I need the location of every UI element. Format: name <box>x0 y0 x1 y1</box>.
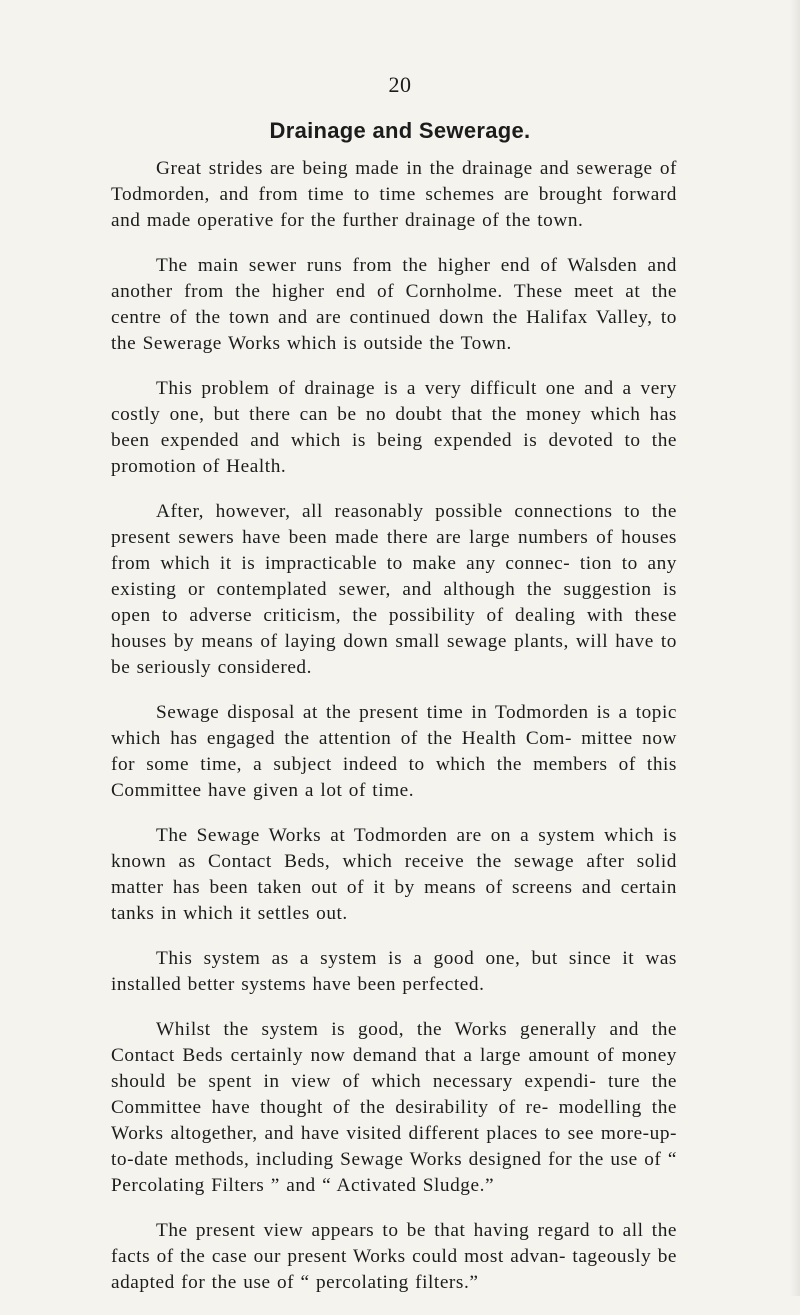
page-number: 20 <box>388 72 412 97</box>
section-heading: Drainage and Sewerage. <box>269 118 531 143</box>
paragraph: This problem of drainage is a very difficult one and a very costly one, but there can be no doubt that the money which has been expended and which is being expended is devoted to the promotion of Health. <box>111 378 677 477</box>
page-edge-shadow <box>790 0 800 1296</box>
paragraph: Whilst the system is good, the Works generally and the Contact Beds certainly now demand that a large amount of money should be spent in view of which necessary expendi- ture the Committee have thought of the desirability of re- modelling the Works altogether, and have visited different places to see more-up-to-date methods, including Sewage Works designed for the use of “ Percolating Filters ” and “ Activated Sludge.” <box>111 1019 677 1196</box>
paragraph: The present view appears to be that having regard to all the facts of the case our present Works could most advan- tageously be adapted for the use of “ percolating filters.” <box>111 1220 677 1293</box>
body-text <box>111 156 677 1315</box>
paragraph: This system as a system is a good one, but since it was installed better systems have been perfected. <box>111 948 677 995</box>
paragraph: Great strides are being made in the drainage and sewerage of Todmorden, and from time to time schemes are brought forward and made operative for the further drainage of the town. <box>111 158 677 231</box>
paragraph: After, however, all reasonably possible connections to the present sewers have been made there are large numbers of houses from which it is impracticable to make any connec- tion to any existing or contemplated sewer, and although the suggestion is open to adverse criticism, the possibility of dealing with these houses by means of laying down small sewage plants, will have to be seriously considered. <box>111 501 677 678</box>
paragraph: The main sewer runs from the higher end of Walsden and another from the higher end of Cornholme. These meet at the centre of the town and are continued down the Halifax Valley, to the Sewerage Works which is outside the Town. <box>111 255 677 354</box>
paragraph: The Sewage Works at Todmorden are on a system which is known as Contact Beds, which receive the sewage after solid matter has been taken out of it by means of screens and certain tanks in which it settles out. <box>111 825 677 924</box>
paragraph: Sewage disposal at the present time in Todmorden is a topic which has engaged the attention of the Health Com- mittee now for some time, a subject indeed to which the members of this Committee have given a lot of time. <box>111 702 677 801</box>
